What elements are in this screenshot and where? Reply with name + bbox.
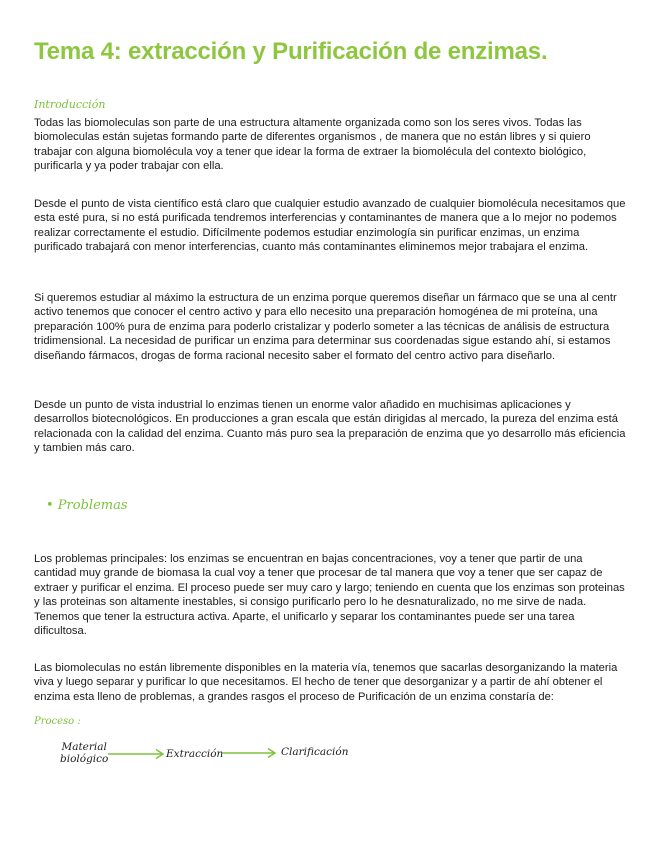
process-heading: Proceso : — [34, 716, 81, 727]
arrow-right-icon — [222, 747, 278, 759]
paragraph-intro-4: Desde un punto de vista industrial lo enzimas tienen un enorme valor añadido en muchisimas aplicaciones y desarrollos biotecnológicos. En producciones a gran escala que están dirigidas al mercado, la pureza del enzima está relacionada con la calidad del enzima. Cuanto más puro sea la preparación de enzima que yo desarrollo más eficiencia y tambien más caro. — [34, 399, 626, 455]
flow-step-material — [60, 741, 108, 765]
paragraph-problems-2: Las biomoleculas no están libremente disponibles en la materia vía, tenemos que sacarlas desorganizando la materia viva y luego separar y purificar lo que necesitamos. El hecho de tener que desorganizar y a partir de ahí obtener el enzima esta lleno de problemas, a grandes rasgos el proceso de Purificación de un enzima constaría de: — [34, 662, 618, 703]
paragraph-intro-3: Si queremos estudiar al máximo la estructura de un enzima porque queremos diseñar un fármaco que se una al centr activo tenemos que conocer el centro activo y para ello necesito una preparación homogénea de mi proteína, una preparación 100% pura de enzima para poderlo cristalizar y poderlo someter a las técnicas de análisis de estructura tridimensional. La necesidad de purificar un enzima para determinar sus coordenadas sigue estando ahí, si estamos diseñando fármacos, drogas de forma racional necesito saber el formato del centro activo para diseñarlo. — [34, 292, 617, 362]
arrow-right-icon — [108, 748, 166, 760]
paragraph-problems-1: Los problemas principales: los enzimas se encuentran en bajas concentraciones, voy a tener que partir de una cantidad muy grande de biomasa la cual voy a tener que procesar de tal manera que voy a tener que ser capaz de extraer y purificar el enzima. El proceso puede ser muy caro y largo; teniendo en cuenta que los enzimas son proteinas y las proteinas son altamente inestables, si consigo purificarlo pero lo he desnaturalizado, no me sirve de nada. Tenemos que tener la estructura activa. Aparte, el unificarlo y separar los contaminantes puede ser una tarea dificultosa. — [34, 553, 625, 638]
problems-heading: • Problemas — [46, 498, 128, 513]
paragraph-intro-2: Desde el punto de vista científico está claro que cualquier estudio avanzado de cualquier biomolécula necesitamos que esta esté pura, si no está purificada tendremos interferencias y contaminantes de manera que a lo mejor no podemos realizar correctamente el estudio. Difícilmente podemos estudiar enzimología sin purificar enzimas, un enzima purificado trabajará con menor interferencias, cuanto más contaminantes eliminemos mejor trabajara el enzima. — [34, 198, 626, 254]
flow-step-extraction: Extracción — [166, 748, 224, 760]
intro-heading: Introducción — [34, 98, 106, 111]
flow-step-material-line1: Material — [61, 741, 107, 753]
flow-step-clarification: Clarificación — [281, 746, 349, 758]
page-title: Tema 4: extracción y Purificación de enzimas. — [34, 38, 548, 65]
paragraph-intro-1: Todas las biomoleculas son parte de una estructura altamente organizada como son los seres vivos. Todas las biomoleculas están sujetas formando parte de diferentes organismos , de manera que no están libres y si quiero trabajar con alguna biomolécula voy a tener que idear la forma de extraer la biomolécula del contexto biológico, purificarla y ya poder trabajar con ella. — [34, 117, 591, 173]
flow-step-material-line2: biológico — [60, 753, 109, 765]
